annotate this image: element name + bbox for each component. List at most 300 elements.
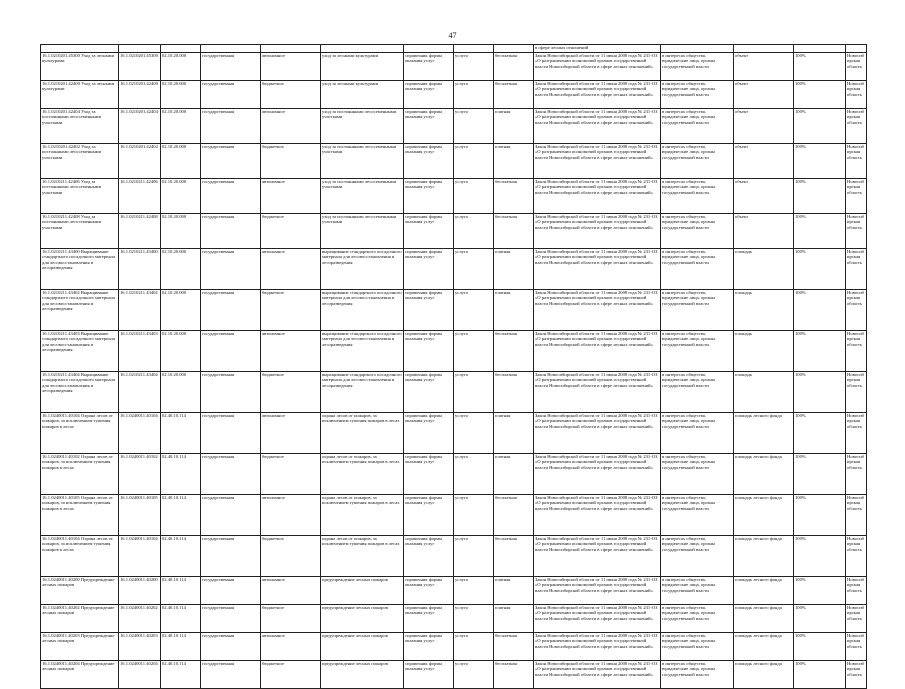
territory-cell: Новосибирская область: [846, 577, 867, 605]
service-code: 16.1.0240011.40104: [42, 536, 80, 541]
service-name: Уход за лесными культурами: [42, 53, 115, 64]
service-code-cell: 16.1.0240011.40102: [119, 454, 161, 495]
kind-cell: услуга: [454, 179, 494, 214]
service-type-cell: государственная: [201, 144, 261, 179]
service-code: 16.1.0240011.40202: [42, 605, 80, 610]
institution-type-cell: бюджетное: [261, 290, 321, 331]
okved-code-cell: 02.10.20.000: [161, 179, 201, 214]
percent-cell: 100%: [794, 577, 846, 605]
service-code-cell: 16.1.0210201.45300: [119, 53, 161, 81]
service-cell: [41, 290, 119, 331]
kind-cell: услуга: [454, 372, 494, 413]
okved-code-cell: 02.10.20.000: [161, 331, 201, 372]
kind-cell: услуга: [454, 214, 494, 249]
table-row: [41, 331, 867, 372]
service-name: Выращивание стандартного посадочного материала для лесовосстановления и лесоразведения: [42, 372, 115, 394]
service-name: Охрана лесов от пожаров, за исключением тушения пожаров в лесах: [42, 454, 113, 470]
unit-cell: площадь лесного фонда: [734, 661, 794, 689]
okved-code-cell: 02.10.20.000: [161, 290, 201, 331]
recipients-cell: в интересах общества, юридические лица, органы государственной власти: [661, 81, 734, 109]
kind-cell: услуга: [454, 633, 494, 661]
unit-cell: площадь лесного фонда: [734, 454, 794, 495]
percent-cell: 100%: [794, 454, 846, 495]
institution-type-cell: автономное: [261, 249, 321, 290]
service-code: 16.1.0210201.45300: [42, 53, 80, 58]
service-code: 16.1.0210201.42402: [42, 144, 80, 149]
territory-cell: Новосибирская область: [846, 605, 867, 633]
okved-code-cell: 02.10.20.000: [161, 214, 201, 249]
territory-cell: Новосибирская область: [846, 536, 867, 577]
institution-type-cell: бюджетное: [261, 372, 321, 413]
legal-basis-cell: Закон Новосибирской области от 11 июня 2008 года № 231-ОЗ «О разграничении полномочий органов государственной власти Новосибирской области в сфере лесных отношений»: [534, 413, 661, 454]
recipients-cell: в интересах общества, юридические лица, органы государственной власти: [661, 179, 734, 214]
service-name: Уход за постоянными лесосеменными участками: [42, 109, 102, 125]
continuation-row: [41, 45, 867, 53]
form-cell: справочник формы оказания услуг: [404, 144, 454, 179]
service-cell: [41, 454, 119, 495]
legal-basis-cell: Закон Новосибирской области от 11 июня 2008 года № 231-ОЗ «О разграничении полномочий органов государственной власти Новосибирской области в сфере лесных отношений»: [534, 144, 661, 179]
legal-basis-cell: Закон Новосибирской области от 11 июня 2008 года № 231-ОЗ «О разграничении полномочий органов государственной власти Новосибирской области в сфере лесных отношений»: [534, 214, 661, 249]
service-code: 16.1.0240011.40104: [42, 413, 80, 418]
service-cell: [41, 214, 119, 249]
territory-cell: Новосибирская область: [846, 372, 867, 413]
content-cell: уход за лесными культурами: [321, 81, 404, 109]
payment-cell: платная: [494, 109, 534, 144]
form-cell: справочник формы оказания услуг: [404, 109, 454, 144]
payment-cell: платная: [494, 413, 534, 454]
kind-cell: услуга: [454, 536, 494, 577]
percent-cell: 100%: [794, 495, 846, 536]
service-code-cell: 16.1.0240011.40203: [119, 633, 161, 661]
content-cell: уход за постоянными лесосеменными участками: [321, 179, 404, 214]
legal-basis-cell: Закон Новосибирской области от 11 июня 2008 года № 231-ОЗ «О разграничении полномочий органов государственной власти Новосибирской области в сфере лесных отношений»: [534, 536, 661, 577]
institution-type-cell: автономное: [261, 179, 321, 214]
legal-basis-cell: Закон Новосибирской области от 11 июня 2008 года № 231-ОЗ «О разграничении полномочий органов государственной власти Новосибирской области в сфере лесных отношений»: [534, 249, 661, 290]
legal-basis-cell: Закон Новосибирской области от 11 июня 2008 года № 231-ОЗ «О разграничении полномочий органов государственной власти Новосибирской области в сфере лесных отношений»: [534, 109, 661, 144]
service-code: 16.1.0210211.42406: [42, 179, 80, 184]
recipients-cell: в интересах общества, юридические лица, органы государственной власти: [661, 495, 734, 536]
table-row: [41, 633, 867, 661]
service-name: Охрана лесов от пожаров, за исключением тушения пожаров в лесах: [42, 495, 113, 511]
percent-cell: 100%: [794, 81, 846, 109]
institution-type-cell: бюджетное: [261, 144, 321, 179]
service-cell: [41, 179, 119, 214]
service-code-cell: 16.1.0210211.43403: [119, 331, 161, 372]
form-cell: справочник формы оказания услуг: [404, 331, 454, 372]
institution-type-cell: автономное: [261, 109, 321, 144]
kind-cell: услуга: [454, 109, 494, 144]
okved-code-cell: 02.40.10.114: [161, 633, 201, 661]
service-code: 16.1.0210211.42408: [42, 214, 80, 219]
service-type-cell: государственная: [201, 536, 261, 577]
form-cell: справочник формы оказания услуг: [404, 372, 454, 413]
content-cell: охрана лесов от пожаров, за исключением тушения пожаров в лесах: [321, 454, 404, 495]
table-row: [41, 290, 867, 331]
kind-cell: услуга: [454, 144, 494, 179]
service-code-cell: 16.1.0210211.43402: [119, 290, 161, 331]
table-row: [41, 495, 867, 536]
table-row: [41, 214, 867, 249]
service-name: Предупреждение лесных пожаров: [42, 577, 115, 588]
kind-cell: услуга: [454, 661, 494, 689]
legal-basis-cell: Закон Новосибирской области от 11 июня 2008 года № 231-ОЗ «О разграничении полномочий органов государственной власти Новосибирской области в сфере лесных отношений»: [534, 331, 661, 372]
service-name: Уход за постоянными лесосеменными участками: [42, 179, 102, 195]
service-cell: [41, 413, 119, 454]
percent-cell: 100%: [794, 53, 846, 81]
service-cell: [41, 109, 119, 144]
table-row: [41, 454, 867, 495]
content-cell: предупреждение лесных пожаров: [321, 633, 404, 661]
service-code: 16.1.0240011.40200: [42, 577, 80, 582]
service-name: Уход за лесными культурами: [42, 81, 115, 92]
content-cell: предупреждение лесных пожаров: [321, 661, 404, 689]
legal-basis-cell: Закон Новосибирской области от 11 июня 2008 года № 231-ОЗ «О разграничении полномочий органов государственной власти Новосибирской области в сфере лесных отношений»: [534, 495, 661, 536]
legal-basis-cell: Закон Новосибирской области от 11 июня 2008 года № 231-ОЗ «О разграничении полномочий органов государственной власти Новосибирской области в сфере лесных отношений»: [534, 179, 661, 214]
legal-basis-cell: Закон Новосибирской области от 11 июня 2008 года № 231-ОЗ «О разграничении полномочий органов государственной власти Новосибирской области в сфере лесных отношений»: [534, 605, 661, 633]
table-row: [41, 53, 867, 81]
service-name: Охрана лесов от пожаров, за исключением тушения пожаров в лесах: [42, 536, 113, 552]
registry-table-frame: [40, 44, 866, 677]
service-type-cell: государственная: [201, 249, 261, 290]
payment-cell: бесплатная: [494, 179, 534, 214]
payment-cell: бесплатная: [494, 214, 534, 249]
percent-cell: 100%: [794, 179, 846, 214]
content-cell: охрана лесов от пожаров, за исключением тушения пожаров в лесах: [321, 536, 404, 577]
territory-cell: Новосибирская область: [846, 249, 867, 290]
recipients-cell: в интересах общества, юридические лица, органы государственной власти: [661, 109, 734, 144]
percent-cell: 100%: [794, 605, 846, 633]
recipients-cell: в интересах общества, юридические лица, органы государственной власти: [661, 331, 734, 372]
unit-cell: объект: [734, 179, 794, 214]
service-code: 16.1.0210211.43402: [42, 290, 80, 295]
unit-cell: площадь: [734, 331, 794, 372]
service-type-cell: государственная: [201, 495, 261, 536]
service-code: 16.1.0210211.43400: [42, 249, 80, 254]
service-name: Выращивание стандартного посадочного материала для лесовосстановления и лесоразведения: [42, 290, 115, 312]
service-code-cell: 16.1.0240011.40104: [119, 536, 161, 577]
recipients-cell: в интересах общества, юридические лица, органы государственной власти: [661, 144, 734, 179]
table-row: [41, 536, 867, 577]
table-row: [41, 413, 867, 454]
okved-code-cell: 02.10.20.000: [161, 81, 201, 109]
service-code-cell: 16.1.0210211.42408: [119, 214, 161, 249]
form-cell: справочник формы оказания услуг: [404, 290, 454, 331]
percent-cell: 100%: [794, 661, 846, 689]
percent-cell: 100%: [794, 144, 846, 179]
table-row: [41, 605, 867, 633]
okved-code-cell: 02.40.10.114: [161, 536, 201, 577]
service-type-cell: государственная: [201, 81, 261, 109]
service-type-cell: государственная: [201, 290, 261, 331]
form-cell: справочник формы оказания услуг: [404, 661, 454, 689]
form-cell: справочник формы оказания услуг: [404, 413, 454, 454]
percent-cell: 100%: [794, 372, 846, 413]
unit-cell: объект: [734, 81, 794, 109]
percent-cell: 100%: [794, 109, 846, 144]
institution-type-cell: бюджетное: [261, 661, 321, 689]
kind-cell: услуга: [454, 413, 494, 454]
payment-cell: платная: [494, 290, 534, 331]
form-cell: справочник формы оказания услуг: [404, 536, 454, 577]
percent-cell: 100%: [794, 331, 846, 372]
content-cell: выращивание стандартного посадочного материала для лесовосстановления и лесоразведения: [321, 249, 404, 290]
payment-cell: бесплатная: [494, 661, 534, 689]
service-code: 16.1.0240011.40105: [42, 495, 80, 500]
okved-code-cell: 02.40.10.114: [161, 454, 201, 495]
recipients-cell: в интересах общества, юридические лица, органы государственной власти: [661, 661, 734, 689]
service-cell: [41, 331, 119, 372]
service-cell: [41, 661, 119, 689]
service-name: Уход за постоянными лесосеменными участками: [42, 214, 102, 230]
institution-type-cell: бюджетное: [261, 81, 321, 109]
content-cell: уход за лесными культурами: [321, 53, 404, 81]
legal-basis-cell: Закон Новосибирской области от 11 июня 2008 года № 231-ОЗ «О разграничении полномочий органов государственной власти Новосибирской области в сфере лесных отношений»: [534, 633, 661, 661]
service-type-cell: государственная: [201, 413, 261, 454]
okved-code-cell: 02.10.20.000: [161, 53, 201, 81]
content-cell: выращивание стандартного посадочного материала для лесовосстановления и лесоразведения: [321, 372, 404, 413]
recipients-cell: в интересах общества, юридические лица, органы государственной власти: [661, 413, 734, 454]
unit-cell: объект: [734, 53, 794, 81]
territory-cell: Новосибирская область: [846, 144, 867, 179]
table-row: [41, 109, 867, 144]
service-code-cell: 16.1.0240011.40105: [119, 495, 161, 536]
service-code: 16.1.0210211.43403: [42, 331, 80, 336]
kind-cell: услуга: [454, 577, 494, 605]
content-cell: охрана лесов от пожаров, за исключением тушения пожаров в лесах: [321, 413, 404, 454]
content-cell: предупреждение лесных пожаров: [321, 577, 404, 605]
form-cell: справочник формы оказания услуг: [404, 605, 454, 633]
recipients-cell: в интересах общества, юридические лица, органы государственной власти: [661, 214, 734, 249]
service-cell: [41, 372, 119, 413]
okved-code-cell: 02.40.10.114: [161, 495, 201, 536]
form-cell: справочник формы оказания услуг: [404, 214, 454, 249]
institution-type-cell: автономное: [261, 53, 321, 81]
service-type-cell: государственная: [201, 454, 261, 495]
service-code: 16.1.0210211.43404: [42, 372, 80, 377]
payment-cell: бесплатная: [494, 331, 534, 372]
recipients-cell: в интересах общества, юридические лица, органы государственной власти: [661, 605, 734, 633]
continuation-text: в сфере лесных отношений: [534, 45, 661, 53]
form-cell: справочник формы оказания услуг: [404, 577, 454, 605]
service-type-cell: государственная: [201, 214, 261, 249]
service-type-cell: государственная: [201, 331, 261, 372]
territory-cell: Новосибирская область: [846, 454, 867, 495]
content-cell: уход за постоянными лесосеменными участками: [321, 144, 404, 179]
form-cell: справочник формы оказания услуг: [404, 81, 454, 109]
service-code: 16.1.0240011.40204: [42, 661, 80, 666]
institution-type-cell: автономное: [261, 633, 321, 661]
institution-type-cell: автономное: [261, 577, 321, 605]
service-name: Предупреждение лесных пожаров: [42, 661, 115, 672]
institution-type-cell: бюджетное: [261, 454, 321, 495]
payment-cell: платная: [494, 144, 534, 179]
okved-code-cell: 02.10.20.000: [161, 144, 201, 179]
content-cell: выращивание стандартного посадочного материала для лесовосстановления и лесоразведения: [321, 290, 404, 331]
service-type-cell: государственная: [201, 179, 261, 214]
form-cell: справочник формы оказания услуг: [404, 633, 454, 661]
service-code-cell: 16.1.0210201.42402: [119, 144, 161, 179]
territory-cell: Новосибирская область: [846, 661, 867, 689]
kind-cell: услуга: [454, 249, 494, 290]
table-row: [41, 577, 867, 605]
legal-basis-cell: Закон Новосибирской области от 11 июня 2008 года № 231-ОЗ «О разграничении полномочий органов государственной власти Новосибирской области в сфере лесных отношений»: [534, 290, 661, 331]
payment-cell: платная: [494, 577, 534, 605]
territory-cell: Новосибирская область: [846, 179, 867, 214]
service-name: Предупреждение лесных пожаров: [42, 605, 115, 616]
service-code: 16.1.0210201.42400: [42, 81, 80, 86]
table-row: [41, 81, 867, 109]
service-cell: [41, 144, 119, 179]
service-cell: [41, 577, 119, 605]
okved-code-cell: 02.40.10.114: [161, 605, 201, 633]
service-code: 16.1.0240011.40102: [42, 454, 80, 459]
service-name: Выращивание стандартного посадочного материала для лесовосстановления и лесоразведения: [42, 249, 115, 271]
unit-cell: площадь лесного фонда: [734, 633, 794, 661]
service-type-cell: государственная: [201, 372, 261, 413]
kind-cell: услуга: [454, 331, 494, 372]
percent-cell: 100%: [794, 214, 846, 249]
service-cell: [41, 53, 119, 81]
unit-cell: объект: [734, 109, 794, 144]
form-cell: справочник формы оказания услуг: [404, 249, 454, 290]
territory-cell: Новосибирская область: [846, 109, 867, 144]
okved-code-cell: 02.40.10.114: [161, 413, 201, 454]
content-cell: уход за постоянными лесосеменными участками: [321, 109, 404, 144]
percent-cell: 100%: [794, 249, 846, 290]
service-cell: [41, 495, 119, 536]
unit-cell: площадь лесного фонда: [734, 605, 794, 633]
territory-cell: Новосибирская область: [846, 53, 867, 81]
service-code-cell: 16.1.0210201.42400: [119, 81, 161, 109]
service-cell: [41, 81, 119, 109]
territory-cell: Новосибирская область: [846, 413, 867, 454]
legal-basis-cell: Закон Новосибирской области от 11 июня 2008 года № 231-ОЗ «О разграничении полномочий органов государственной власти Новосибирской области в сфере лесных отношений»: [534, 577, 661, 605]
service-cell: [41, 536, 119, 577]
okved-code-cell: 02.10.20.000: [161, 249, 201, 290]
unit-cell: площадь лесного фонда: [734, 413, 794, 454]
payment-cell: платная: [494, 454, 534, 495]
service-type-cell: государственная: [201, 633, 261, 661]
recipients-cell: в интересах общества, юридические лица, органы государственной власти: [661, 249, 734, 290]
service-code-cell: 16.1.0240011.40104: [119, 413, 161, 454]
kind-cell: услуга: [454, 605, 494, 633]
recipients-cell: в интересах общества, юридические лица, органы государственной власти: [661, 290, 734, 331]
page-number: 47: [448, 31, 457, 40]
payment-cell: платная: [494, 605, 534, 633]
recipients-cell: в интересах общества, юридические лица, органы государственной власти: [661, 536, 734, 577]
form-cell: справочник формы оказания услуг: [404, 454, 454, 495]
service-name: Охрана лесов от пожаров, за исключением тушения пожаров в лесах: [42, 413, 113, 429]
legal-basis-cell: Закон Новосибирской области от 11 июня 2008 года № 231-ОЗ «О разграничении полномочий органов государственной власти Новосибирской области в сфере лесных отношений»: [534, 661, 661, 689]
table-row: [41, 179, 867, 214]
territory-cell: Новосибирская область: [846, 495, 867, 536]
service-name: Уход за постоянными лесосеменными участками: [42, 144, 102, 160]
payment-cell: бесплатная: [494, 633, 534, 661]
content-cell: предупреждение лесных пожаров: [321, 605, 404, 633]
content-cell: уход за постоянными лесосеменными участками: [321, 214, 404, 249]
payment-cell: бесплатная: [494, 495, 534, 536]
unit-cell: площадь: [734, 372, 794, 413]
form-cell: справочник формы оказания услуг: [404, 179, 454, 214]
service-code-cell: 16.1.0210201.42404: [119, 109, 161, 144]
institution-type-cell: бюджетное: [261, 536, 321, 577]
kind-cell: услуга: [454, 495, 494, 536]
okved-code-cell: 02.40.10.114: [161, 577, 201, 605]
kind-cell: услуга: [454, 81, 494, 109]
kind-cell: услуга: [454, 454, 494, 495]
service-code: 16.1.0210201.42404: [42, 109, 80, 114]
okved-code-cell: 02.40.10.114: [161, 661, 201, 689]
unit-cell: объект: [734, 214, 794, 249]
service-type-cell: государственная: [201, 661, 261, 689]
percent-cell: 100%: [794, 290, 846, 331]
table-row: [41, 372, 867, 413]
service-cell: [41, 633, 119, 661]
service-name: Предупреждение лесных пожаров: [42, 633, 115, 644]
legal-basis-cell: Закон Новосибирской области от 11 июня 2008 года № 231-ОЗ «О разграничении полномочий органов государственной власти Новосибирской области в сфере лесных отношений»: [534, 372, 661, 413]
service-code-cell: 16.1.0210211.43404: [119, 372, 161, 413]
service-code-cell: 16.1.0240011.40202: [119, 605, 161, 633]
institution-type-cell: бюджетное: [261, 605, 321, 633]
form-cell: справочник формы оказания услуг: [404, 495, 454, 536]
payment-cell: бесплатная: [494, 53, 534, 81]
table-row: [41, 661, 867, 689]
service-code-cell: 16.1.0240011.40200: [119, 577, 161, 605]
territory-cell: Новосибирская область: [846, 290, 867, 331]
unit-cell: площадь: [734, 249, 794, 290]
okved-code-cell: 02.10.20.000: [161, 109, 201, 144]
institution-type-cell: автономное: [261, 331, 321, 372]
percent-cell: 100%: [794, 633, 846, 661]
recipients-cell: в интересах общества, юридические лица, органы государственной власти: [661, 577, 734, 605]
territory-cell: Новосибирская область: [846, 331, 867, 372]
territory-cell: Новосибирская область: [846, 214, 867, 249]
service-code-cell: 16.1.0210211.43400: [119, 249, 161, 290]
service-type-cell: государственная: [201, 109, 261, 144]
unit-cell: площадь: [734, 290, 794, 331]
kind-cell: услуга: [454, 290, 494, 331]
institution-type-cell: автономное: [261, 413, 321, 454]
payment-cell: бесплатная: [494, 536, 534, 577]
payment-cell: бесплатная: [494, 372, 534, 413]
territory-cell: Новосибирская область: [846, 633, 867, 661]
legal-basis-cell: Закон Новосибирской области от 11 июня 2008 года № 231-ОЗ «О разграничении полномочий органов государственной власти Новосибирской области в сфере лесных отношений»: [534, 81, 661, 109]
form-cell: справочник формы оказания услуг: [404, 53, 454, 81]
content-cell: выращивание стандартного посадочного материала для лесовосстановления и лесоразведения: [321, 331, 404, 372]
recipients-cell: в интересах общества, юридические лица, органы государственной власти: [661, 454, 734, 495]
payment-cell: платная: [494, 249, 534, 290]
recipients-cell: в интересах общества, юридические лица, органы государственной власти: [661, 53, 734, 81]
service-name: Выращивание стандартного посадочного материала для лесовосстановления и лесоразведения: [42, 331, 115, 353]
institution-type-cell: автономное: [261, 495, 321, 536]
registry-table: [40, 44, 867, 689]
service-cell: [41, 605, 119, 633]
table-row: [41, 249, 867, 290]
service-code-cell: 16.1.0210211.42406: [119, 179, 161, 214]
legal-basis-cell: Закон Новосибирской области от 11 июня 2008 года № 231-ОЗ «О разграничении полномочий органов государственной власти Новосибирской области в сфере лесных отношений»: [534, 53, 661, 81]
kind-cell: услуга: [454, 53, 494, 81]
service-type-cell: государственная: [201, 53, 261, 81]
service-type-cell: государственная: [201, 605, 261, 633]
service-code-cell: 16.1.0240011.40204: [119, 661, 161, 689]
content-cell: охрана лесов от пожаров, за исключением тушения пожаров в лесах: [321, 495, 404, 536]
percent-cell: 100%: [794, 536, 846, 577]
table-row: [41, 144, 867, 179]
recipients-cell: в интересах общества, юридические лица, органы государственной власти: [661, 633, 734, 661]
payment-cell: бесплатная: [494, 81, 534, 109]
unit-cell: площадь лесного фонда: [734, 577, 794, 605]
service-code: 16.1.0240011.40203: [42, 633, 80, 638]
